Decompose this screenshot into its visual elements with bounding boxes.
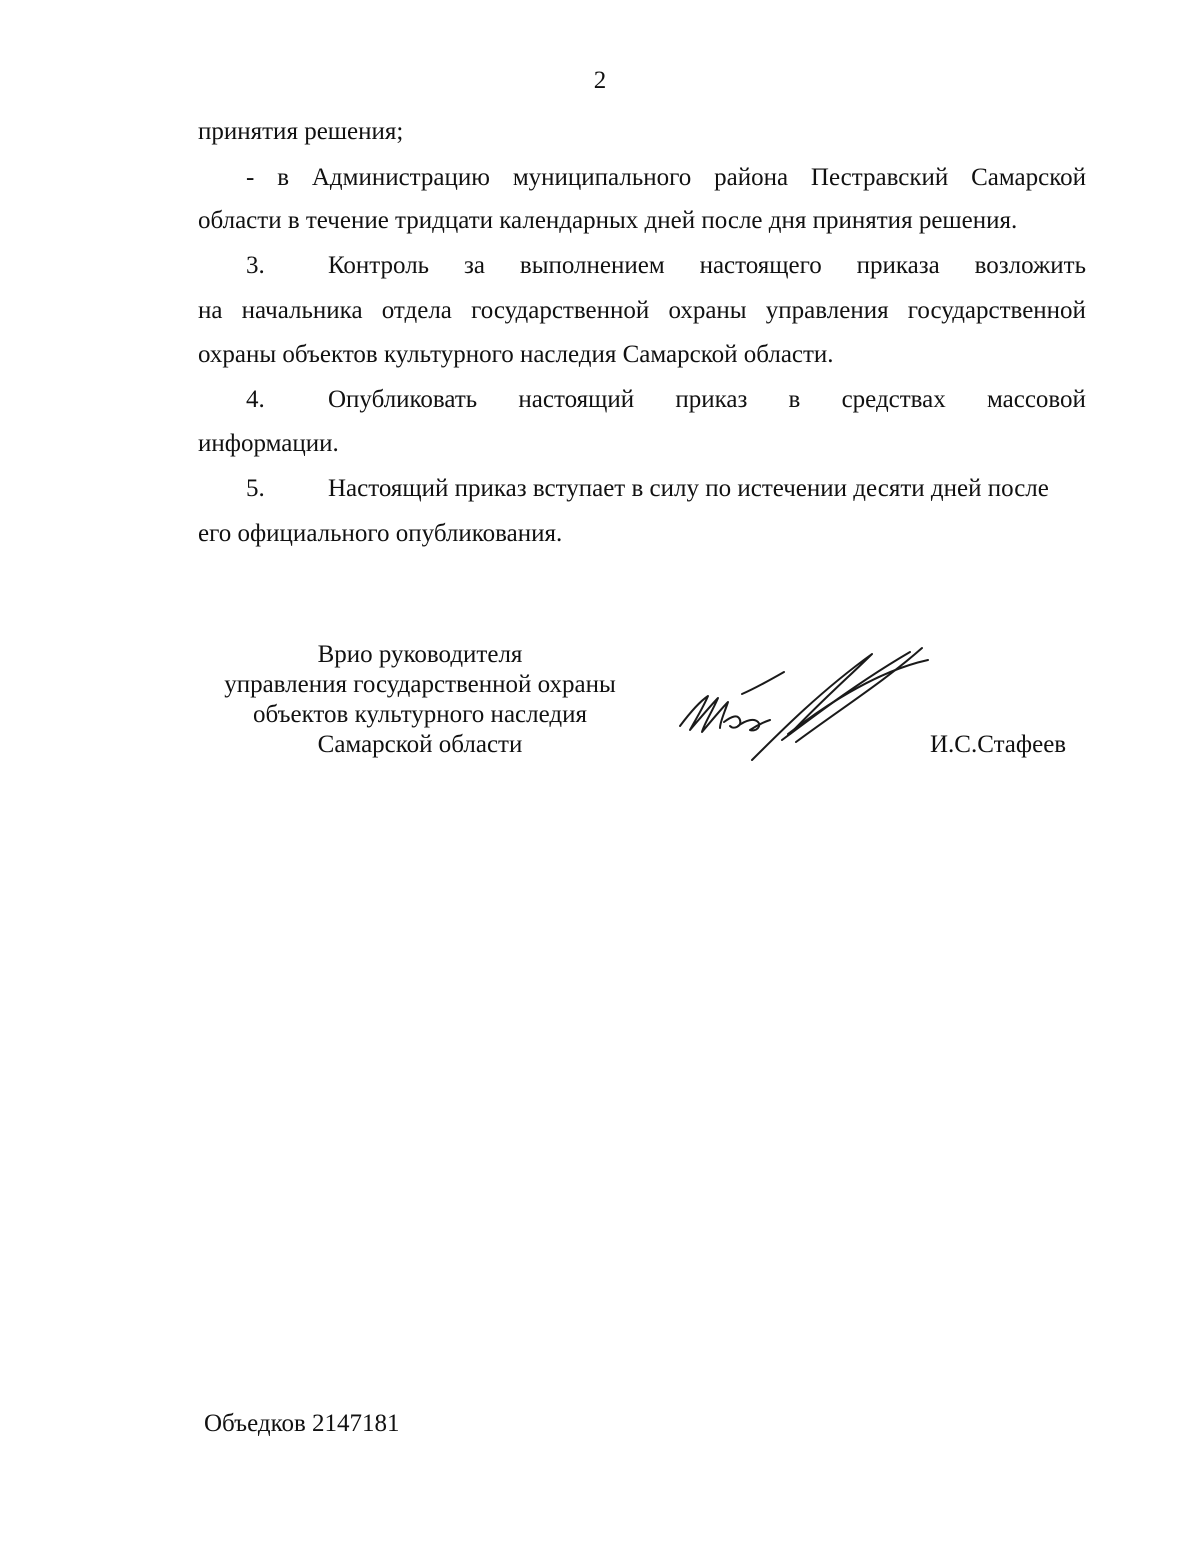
item-4-line-1 [246,385,1086,415]
word: на [198,297,223,324]
executor-note: Объедков 2147181 [204,1410,400,1437]
word: - [246,164,255,191]
signatory-title-line: управления государственной охраны [224,671,616,698]
item-3-line-2 [198,296,1086,326]
word: района [714,164,789,191]
word: начальника [241,297,363,324]
item-5-text: Настоящий приказ вступает в силу по истечении десяти дней после [328,475,1049,502]
page-number: 2 [593,67,607,94]
signatory-title-line: Самарской области [317,731,523,758]
word: управления [765,297,889,324]
signatory-title [200,640,640,760]
word: Самарской [971,164,1086,191]
word: за [464,252,485,279]
word: в [277,164,289,191]
signature-stroke [782,652,910,740]
word: выполнением [519,252,665,279]
word: настоящий [518,386,635,413]
item-5-line-1 [246,474,1086,504]
item-3-line-1 [246,251,1086,281]
word: приказ [675,386,748,413]
word: массовой [986,386,1086,413]
word: возложить [974,252,1086,279]
word: Опубликовать [328,386,478,413]
signatory-title-line: объектов культурного наследия [253,701,587,728]
admin-paragraph-line-1 [246,163,1086,193]
word: настоящего [699,252,822,279]
word: государственной [907,297,1086,324]
item-4-line-2: информации. [198,430,339,457]
word: Контроль [328,252,430,279]
signatory-title-line: Врио руководителя [317,641,523,668]
item-number: 5. [246,475,265,502]
word: Пестравский [810,164,949,191]
word: приказа [856,252,940,279]
signature-stroke [680,696,728,732]
item-number: 3. [246,252,265,279]
signature-stroke [752,654,872,760]
item-5-line-2: его официального опубликования. [198,520,563,547]
item-number: 4. [246,386,265,413]
word: муниципального [512,164,692,191]
signature-stroke [796,648,922,742]
paragraph-continuation: принятия решения; [198,118,404,145]
handwritten-signature [672,630,942,770]
word: отдела [381,297,452,324]
item-3-line-3: охраны объектов культурного наследия Самарской области. [198,341,834,368]
signature-stroke [738,720,770,730]
admin-paragraph-line-2: области в течение тридцати календарных дней после дня принятия решения. [198,207,1018,234]
signer-name: И.С.Стафеев [930,731,1067,758]
word: средствах [841,386,946,413]
word: охраны [668,297,747,324]
word: Администрацию [311,164,490,191]
word: государственной [471,297,650,324]
signature-stroke [742,672,784,694]
word: в [788,386,801,413]
